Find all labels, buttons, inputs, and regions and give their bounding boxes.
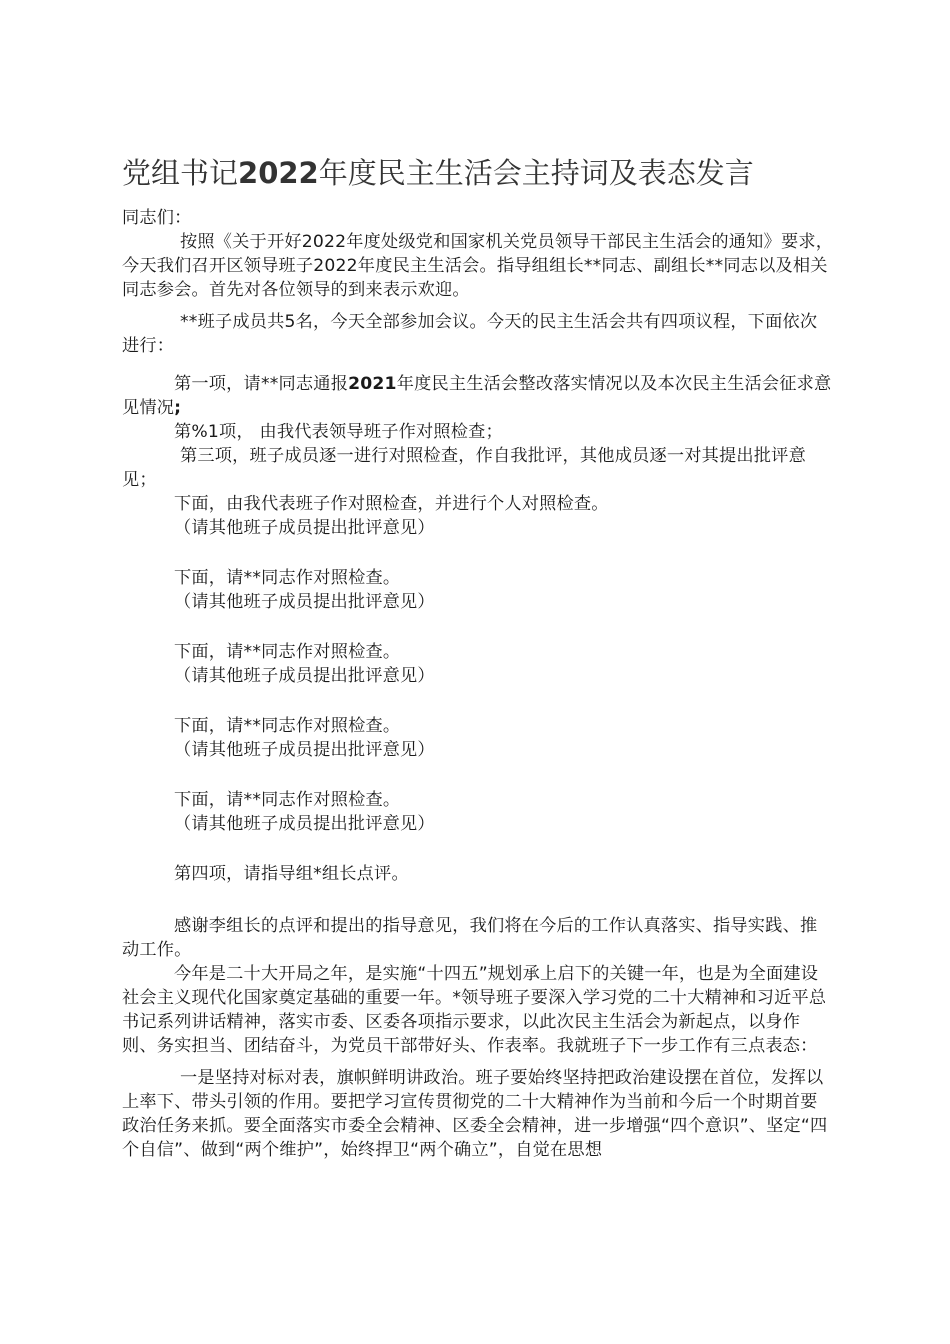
intro-paragraph: 按照《关于开好2022年度处级党和国家机关党员领导干部民主生活会的通知》要求，今天我们召开区领导班子2022年度民主生活会。指导组组长**同志、副组长**同志以及相关同志参会。首先对各位领导的到来表示欢迎。 xyxy=(122,232,834,300)
title-prefix: 党组书记 xyxy=(122,156,239,190)
agenda-item-4: 第四项，请指导组*组长点评。 xyxy=(174,864,409,884)
critique-note-4: （请其他班子成员提出批评意见） xyxy=(174,740,435,760)
critique-note-5: （请其他班子成员提出批评意见） xyxy=(174,814,435,834)
attendance-paragraph: **班子成员共5名，今天全部参加会议。今天的民主生活会共有四项议程，下面依次进行： xyxy=(122,312,818,356)
spacer xyxy=(122,614,834,640)
self-check-line: 下面，由我代表班子作对照检查，并进行个人对照检查。 xyxy=(174,494,609,514)
spacer xyxy=(122,886,834,914)
check-line-2: 下面，请**同志作对照检查。 xyxy=(174,568,401,588)
agenda-item-2: 第%1项， 由我代表领导班子作对照检查； xyxy=(174,422,503,442)
agenda-item-1-text-b: 年度民主生活会整改落实情况以及本次民主生活会征求意见情况 xyxy=(122,374,832,418)
agenda-item-1-text-a: 第一项，请**同志通报 xyxy=(174,374,349,394)
thanks-paragraph: 感谢李组长的点评和提出的指导意见，我们将在今后的工作认真落实、指导实践、推动工作。 xyxy=(122,916,818,960)
document-body xyxy=(122,206,834,1162)
agenda-item-3: 第三项，班子成员逐一进行对照检查，作自我批评，其他成员逐一对其提出批评意见； xyxy=(122,446,806,490)
critique-note-2: （请其他班子成员提出批评意见） xyxy=(174,592,435,612)
year-paragraph: 今年是二十大开局之年，是实施“十四五”规划承上启下的关键一年，也是为全面建设社会主义现代化国家奠定基础的重要一年。*领导班子要深入学习党的二十大精神和习近平总书记系列讲话精神，落实市委、区委各项指示要求，以此次民主生活会为新起点，以身作则、务实担当、团结奋斗，为党员干部带好头、作表率。我就班子下一步工作有三点表态： xyxy=(122,964,827,1056)
greeting: 同志们： xyxy=(122,208,192,228)
title-suffix: 年度民主生活会主持词及表态发言 xyxy=(318,156,754,190)
spacer xyxy=(122,836,834,862)
agenda-item-1-end: ; xyxy=(174,398,182,418)
point-1-paragraph: 一是坚持对标对表，旗帜鲜明讲政治。班子要始终坚持把政治建设摆在首位，发挥以上率下、带头引领的作用。要把学习宣传贯彻党的二十大精神作为当前和今后一个时期首要政治任务来抓。要全面落实市委全会精神、区委全会精神，进一步增强“四个意识”、坚定“四个自信”、做到“两个维护”，始终捍卫“两个确立”，自觉在思想 xyxy=(122,1068,828,1160)
check-line-3: 下面，请**同志作对照检查。 xyxy=(174,642,401,662)
spacer xyxy=(122,762,834,788)
check-line-4: 下面，请**同志作对照检查。 xyxy=(174,716,401,736)
spacer xyxy=(122,540,834,566)
agenda-item-1 xyxy=(122,372,834,420)
check-line-5: 下面，请**同志作对照检查。 xyxy=(174,790,401,810)
critique-note-3: （请其他班子成员提出批评意见） xyxy=(174,666,435,686)
agenda-item-1-year: 2021 xyxy=(348,374,397,394)
title-year: 2022 xyxy=(238,156,319,190)
critique-note-1: （请其他班子成员提出批评意见） xyxy=(174,518,435,538)
spacer xyxy=(122,688,834,714)
page-title xyxy=(122,150,842,196)
